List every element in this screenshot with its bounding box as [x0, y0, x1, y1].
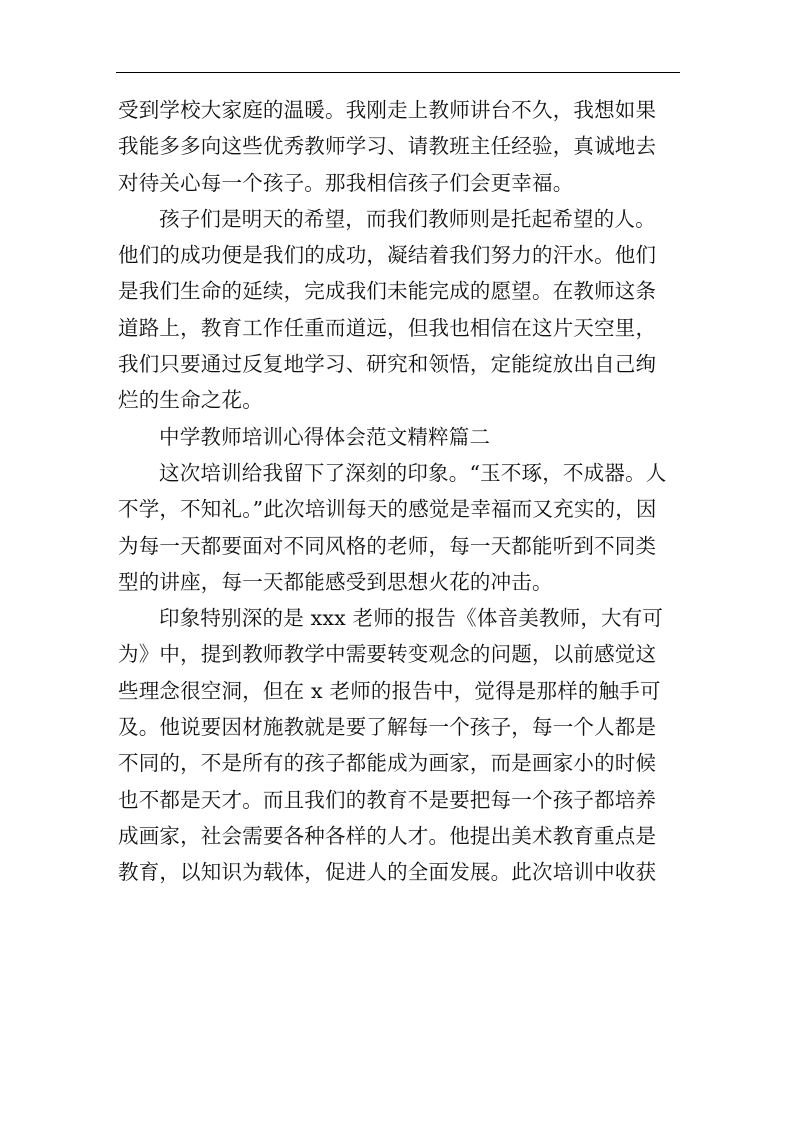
paragraph-first-line: 这次培训给我留下了深刻的印象。“玉不琢，不成器。人 — [159, 460, 667, 485]
text-line: 烂的生命之花。 — [118, 388, 263, 413]
section-heading: 中学教师培训心得体会范文精粹篇二 — [159, 424, 491, 449]
text-line: 我们只要通过反复地学习、研究和领悟，定能绽放出自己绚 — [118, 352, 657, 377]
text-line: 不学，不知礼。”此次培训每天的感觉是幸福而又充实的，因 — [118, 497, 657, 522]
text-line: 我能多多向这些优秀教师学习、请教班主任经验，真诚地去 — [118, 134, 657, 159]
text-line: 不同的，不是所有的孩子都能成为画家，而是画家小的时候 — [118, 751, 657, 776]
paragraph-first-line: 印象特别深的是 xxx 老师的报告《体音美教师，大有可 — [159, 606, 664, 631]
text-line: 为》中，提到教师教学中需要转变观念的问题，以前感觉这 — [118, 642, 657, 667]
header-rule — [116, 72, 680, 73]
text-line: 型的讲座，每一天都能感受到思想火花的冲击。 — [118, 569, 553, 594]
text-line: 受到学校大家庭的温暖。我刚走上教师讲台不久，我想如果 — [118, 98, 657, 122]
text-line: 他们的成功便是我们的成功，凝结着我们努力的汗水。他们 — [118, 243, 657, 268]
document-body — [118, 92, 678, 891]
text-line: 对待关心每一个孩子。那我相信孩子们会更幸福。 — [118, 170, 574, 195]
paragraph-first-line: 孩子们是明天的希望，而我们教师则是托起希望的人。 — [159, 206, 656, 231]
text-line: 道路上，教育工作任重而道远，但我也相信在这片天空里， — [118, 315, 657, 340]
text-line: 教育，以知识为载体，促进人的全面发展。此次培训中收获 — [118, 860, 657, 885]
text-line: 及。他说要因材施教就是要了解每一个孩子，每一个人都是 — [118, 715, 657, 740]
text-line: 也不都是天才。而且我们的教育不是要把每一个孩子都培养 — [118, 787, 657, 812]
text-line: 些理念很空洞，但在 x 老师的报告中，觉得是那样的触手可 — [118, 678, 661, 703]
text-line: 是我们生命的延续，完成我们未能完成的愿望。在教师这条 — [118, 279, 657, 304]
text-line: 为每一天都要面对不同风格的老师，每一天都能听到不同类 — [118, 533, 657, 558]
text-line: 成画家，社会需要各种各样的人才。他提出美术教育重点是 — [118, 823, 657, 848]
